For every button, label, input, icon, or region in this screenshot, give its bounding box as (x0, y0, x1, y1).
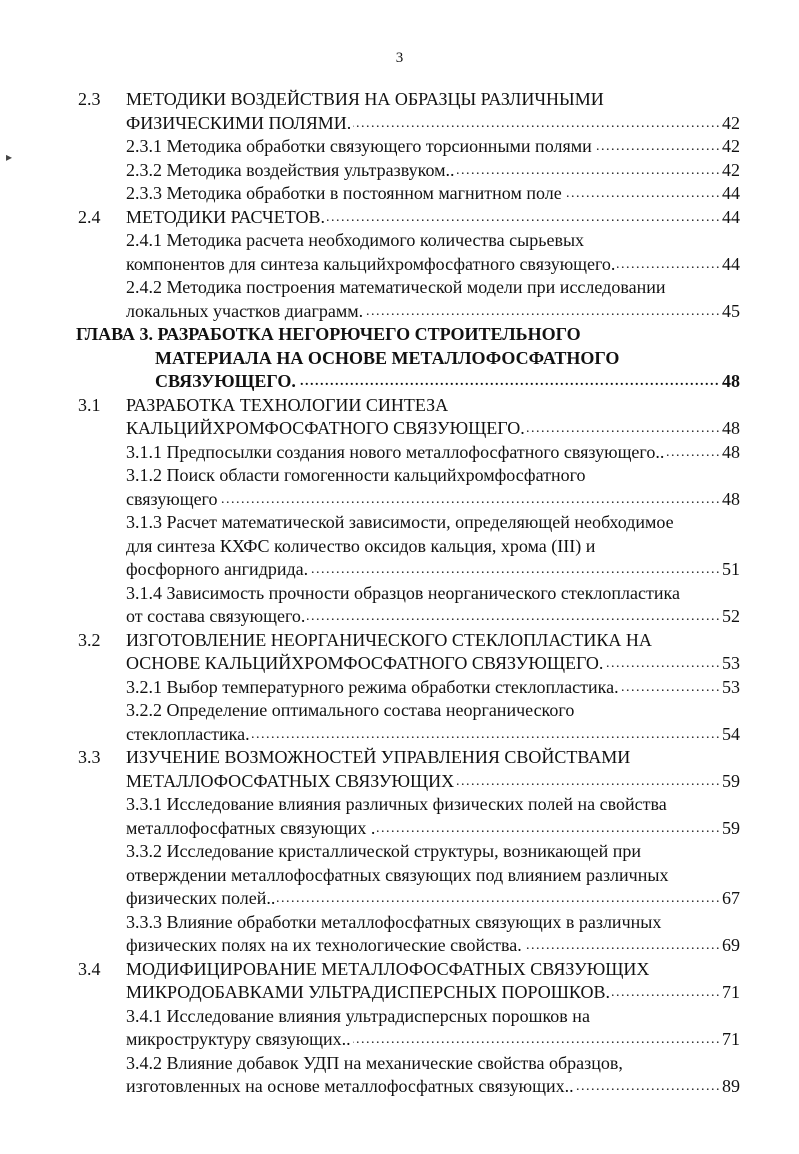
toc-entry-title: ОСНОВЕ КАЛЬЦИЙХРОМФОСФАТНОГО СВЯЗУЮЩЕГО. (126, 653, 604, 673)
toc-entry-title: от состава связующего. (126, 606, 306, 626)
toc-entry-line (126, 488, 740, 512)
toc-entry-line (126, 723, 740, 747)
toc-entry-line (126, 629, 740, 653)
toc-entry-line (126, 934, 740, 958)
toc-entry-page: 48 (720, 370, 740, 394)
toc-entry-page: 71 (720, 981, 740, 1005)
toc-entry-line (126, 605, 740, 629)
toc-entry-line (126, 911, 740, 935)
toc-entry-number: 3.1 (78, 394, 101, 415)
toc-entry-title: МЕТАЛЛОФОСФАТНЫХ СВЯЗУЮЩИХ (126, 770, 455, 791)
toc-entry-line (126, 981, 740, 1005)
toc-entry-line (126, 135, 740, 159)
toc-entry-section (0, 394, 799, 441)
toc-entry-section (0, 206, 799, 230)
toc-entry-title: стеклопластика. (126, 723, 250, 744)
toc-entry-title: 3.4.2 Влияние добавок УДП на механические свойства образцов, (126, 1052, 623, 1073)
toc-entry-line (126, 746, 740, 770)
toc-entry-line (126, 276, 740, 300)
toc-entry-title: физических полей.. (126, 888, 276, 908)
toc-entry-title: 3.4.1 Исследование влияния ультрадисперсных порошков на (126, 1005, 590, 1026)
toc-entry-line (126, 441, 740, 465)
toc-entry-title: 2.3.2 Методика воздействия ультразвуком.. (126, 159, 455, 180)
toc-entry-page: 42 (720, 112, 740, 136)
toc-entry-line (126, 864, 740, 888)
toc-entry-line (126, 887, 740, 911)
toc-entry-line (126, 229, 740, 253)
toc-entry-sub (0, 229, 799, 276)
toc-entry-sub (0, 1052, 799, 1099)
toc-entry-page: 44 (720, 253, 740, 277)
toc-entry-sub (0, 464, 799, 511)
toc-entry-line (126, 1005, 740, 1029)
toc-entry-sub (0, 182, 799, 206)
toc-entry-sub (0, 699, 799, 746)
toc-entry-page: 48 (720, 417, 740, 441)
toc-entry-page: 53 (720, 676, 740, 700)
toc-entry-sub (0, 159, 799, 183)
toc-entry-page: 44 (720, 206, 740, 230)
toc-entry-line (126, 300, 740, 324)
toc-entry-title: КАЛЬЦИЙХРОМФОСФАТНОГО СВЯЗУЮЩЕГО. (126, 418, 525, 438)
toc-entry-line (126, 206, 740, 230)
toc-entry-section (0, 88, 799, 135)
toc-entry-title: 3.3.1 Исследование влияния различных физических полей на свойства (126, 794, 667, 814)
toc-entry-page: 59 (720, 817, 740, 841)
toc-entry-title: 3.1.1 Предпосылки создания нового металлофосфатного связующего.. (126, 441, 665, 462)
toc-entry-line (126, 159, 740, 183)
toc-entry-page: 69 (720, 934, 740, 958)
toc-entry-title: 3.3.2 Исследование кристаллической структуры, возникающей при (126, 841, 641, 861)
toc-entry-title: МИКРОДОБАВКАМИ УЛЬТРАДИСПЕРСНЫХ ПОРОШКОВ. (126, 982, 610, 1002)
toc-entry-page: 42 (720, 159, 740, 183)
toc-entry-number: 3.4 (78, 958, 101, 979)
toc-entry-sub (0, 793, 799, 840)
table-of-contents (0, 88, 799, 1099)
toc-entry-title: ИЗУЧЕНИЕ ВОЗМОЖНОСТЕЙ УПРАВЛЕНИЯ СВОЙСТВАМИ (126, 747, 631, 767)
toc-entry-title: МЕТОДИКИ ВОЗДЕЙСТВИЯ НА ОБРАЗЦЫ РАЗЛИЧНЫМИ (126, 89, 604, 109)
toc-entry-page: 48 (720, 488, 740, 512)
toc-entry-page: 42 (720, 135, 740, 159)
toc-entry-page: 54 (720, 723, 740, 747)
toc-entry-title: 2.3.1 Методика обработки связующего торсионными полями (126, 136, 592, 156)
toc-entry-title: ИЗГОТОВЛЕНИЕ НЕОРГАНИЧЕСКОГО СТЕКЛОПЛАСТИКА НА (126, 629, 652, 650)
toc-entry-page: 52 (720, 605, 740, 629)
toc-entry-title: МЕТОДИКИ РАСЧЕТОВ. (126, 206, 325, 227)
toc-entry-chapter (0, 323, 799, 394)
toc-entry-page: 71 (720, 1028, 740, 1052)
toc-entry-line (126, 652, 740, 676)
toc-entry-line (126, 511, 740, 535)
toc-entry-line (126, 793, 740, 817)
toc-entry-page: 89 (720, 1075, 740, 1099)
toc-entry-number: 2.3 (78, 89, 101, 109)
toc-entry-title: 3.2.1 Выбор температурного режима обработки стеклопластика. (126, 676, 619, 697)
toc-entry-line (155, 347, 740, 371)
toc-entry-line (126, 817, 740, 841)
toc-entry-title: СВЯЗУЮЩЕГО. (155, 371, 296, 391)
toc-entry-title: МОДИФИЦИРОВАНИЕ МЕТАЛЛОФОСФАТНЫХ СВЯЗУЮЩИХ (126, 958, 650, 979)
toc-entry-sub (0, 511, 799, 582)
toc-entry-line (126, 1075, 740, 1099)
toc-entry-page: 59 (720, 770, 740, 794)
toc-entry-line (126, 464, 740, 488)
toc-entry-sub (0, 582, 799, 629)
toc-entry-sub (0, 911, 799, 958)
toc-entry-line (126, 88, 740, 112)
toc-entry-line (126, 394, 740, 418)
toc-entry-title: 3.1.3 Расчет математической зависимости, определяющей необходимое (126, 512, 674, 532)
toc-entry-title: компонентов для синтеза кальцийхромфосфатного связующего. (126, 253, 616, 274)
toc-entry-line (126, 582, 740, 606)
toc-entry-page: 44 (720, 182, 740, 206)
toc-entry-title: связующего (126, 488, 218, 509)
toc-entry-line (126, 253, 740, 277)
toc-entry-title: изготовленных на основе металлофосфатных связующих.. (126, 1076, 574, 1096)
toc-entry-sub (0, 135, 799, 159)
toc-entry-line (76, 323, 740, 347)
toc-entry-title: микроструктуру связующих.. (126, 1029, 351, 1049)
toc-entry-sub (0, 840, 799, 911)
toc-entry-title: ГЛАВА 3. РАЗРАБОТКА НЕГОРЮЧЕГО СТРОИТЕЛЬНОГО (76, 324, 581, 344)
toc-entry-title: 3.1.4 Зависимость прочности образцов неорганического стеклопластика (126, 582, 680, 603)
toc-entry-section (0, 958, 799, 1005)
toc-entry-line (126, 182, 740, 206)
toc-entry-number: 2.4 (78, 206, 101, 227)
toc-entry-sub (0, 676, 799, 700)
toc-entry-title: для синтеза КХФС количество оксидов кальция, хрома (III) и (126, 535, 596, 556)
toc-entry-title: РАЗРАБОТКА ТЕХНОЛОГИИ СИНТЕЗА (126, 394, 449, 415)
toc-entry-number: 3.3 (78, 747, 101, 767)
toc-entry-line (126, 558, 740, 582)
toc-entry-line (155, 370, 740, 394)
toc-entry-sub (0, 441, 799, 465)
toc-entry-section (0, 746, 799, 793)
toc-entry-line (126, 1028, 740, 1052)
scan-mark: ▸ (6, 150, 13, 164)
toc-entry-line (126, 676, 740, 700)
toc-entry-title: 2.4.2 Методика построения математической модели при исследовании (126, 277, 666, 297)
toc-entry-page: 48 (720, 441, 740, 465)
toc-entry-title: МАТЕРИАЛА НА ОСНОВЕ МЕТАЛЛОФОСФАТНОГО (155, 347, 620, 368)
toc-entry-title: фосфорного ангидрида. (126, 559, 309, 579)
toc-entry-sub (0, 276, 799, 323)
toc-entry-line (126, 1052, 740, 1076)
toc-entry-line (126, 840, 740, 864)
toc-entry-title: 3.2.2 Определение оптимального состава неорганического (126, 700, 575, 720)
toc-entry-title: отверждении металлофосфатных связующих под влиянием различных (126, 864, 669, 885)
toc-entry-line (126, 958, 740, 982)
toc-entry-line (126, 770, 740, 794)
toc-entry-line (126, 112, 740, 136)
toc-entry-line (126, 535, 740, 559)
toc-entry-title: локальных участков диаграмм. (126, 300, 364, 321)
toc-entry-page: 45 (720, 300, 740, 324)
toc-entry-number: 3.2 (78, 629, 101, 650)
toc-entry-sub (0, 1005, 799, 1052)
toc-entry-title: 3.1.2 Поиск области гомогенности кальцийхромфосфатного (126, 465, 586, 485)
toc-entry-title: 3.3.3 Влияние обработки металлофосфатных связующих в различных (126, 911, 662, 932)
toc-entry-title: ФИЗИЧЕСКИМИ ПОЛЯМИ. (126, 112, 352, 133)
toc-entry-title: 2.4.1 Методика расчета необходимого количества сырьевых (126, 230, 585, 250)
toc-entry-page: 53 (720, 652, 740, 676)
page-number: 3 (395, 50, 404, 66)
toc-entry-line (126, 417, 740, 441)
toc-entry-page: 51 (720, 558, 740, 582)
toc-entry-title: физических полях на их технологические свойства. (126, 935, 522, 955)
toc-entry-title: металлофосфатных связующих . (126, 817, 376, 838)
toc-entry-line (126, 699, 740, 723)
toc-entry-page: 67 (720, 887, 740, 911)
toc-entry-title: 2.3.3 Методика обработки в постоянном магнитном поле (126, 183, 562, 203)
toc-entry-section (0, 629, 799, 676)
